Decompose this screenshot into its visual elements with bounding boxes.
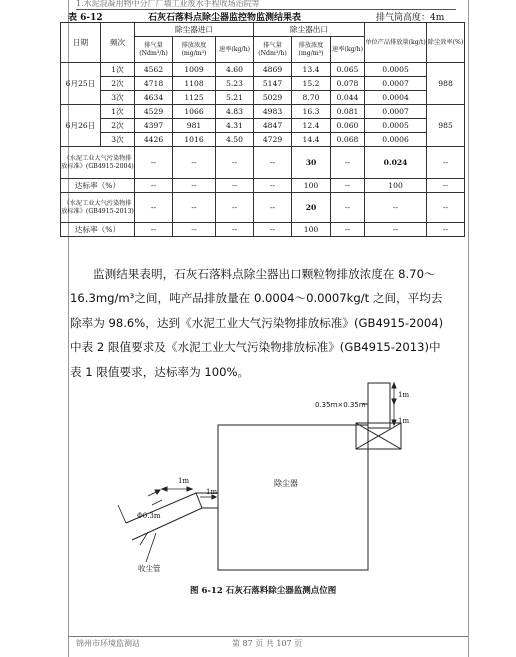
in-conc-cell: 1016 — [173, 133, 216, 147]
freq-cell: 3次 — [101, 91, 135, 105]
in-rate-cell: 4.31 — [216, 119, 254, 133]
dash-cell: -- — [331, 193, 365, 223]
out-rate-cell: 0.068 — [331, 133, 365, 147]
standard-2013-conc: 20 — [292, 193, 331, 223]
out-gas-cell: 4847 — [254, 119, 292, 133]
duct-1m-label-left: 1m — [178, 477, 190, 485]
out-rate-cell: 0.044 — [331, 91, 365, 105]
header-unit-emission: 单位产品排放量(kg/t) — [365, 23, 427, 63]
dash-cell: -- — [216, 223, 254, 237]
duct-diameter-label: Φ0.3m — [137, 512, 161, 520]
in-conc-cell: 1009 — [173, 63, 216, 77]
out-conc-cell: 14.4 — [292, 133, 331, 147]
dash-cell: -- — [135, 147, 173, 179]
dash-cell: -- — [365, 193, 427, 223]
in-conc-cell: 1125 — [173, 91, 216, 105]
efficiency-cell: 985 — [427, 105, 465, 147]
dash-cell: -- — [216, 193, 254, 223]
in-rate-cell: 5.21 — [216, 91, 254, 105]
in-rate-cell: 4.83 — [216, 105, 254, 119]
dash-cell: -- — [427, 193, 465, 223]
dash-cell: -- — [365, 223, 427, 237]
dust-pipe-label: 收尘管 — [138, 564, 161, 573]
footer-rule — [68, 636, 468, 637]
table-caption-height: 排气筒高度：4m — [376, 13, 445, 23]
out-gas-cell: 5029 — [254, 91, 292, 105]
inlet-duct — [118, 493, 218, 540]
dash-cell: -- — [427, 179, 465, 193]
footer-page: 第 87 页 共 107 页 — [232, 639, 303, 648]
standard-2013-label: 《水泥工业大气污染物排放标准》(GB4915-2013) — [61, 193, 135, 223]
in-gas-cell: 4634 — [135, 91, 173, 105]
out-rate-cell: 0.065 — [331, 63, 365, 77]
dash-cell: -- — [427, 223, 465, 237]
dash-cell: -- — [173, 223, 216, 237]
table-caption-number: 表 6-12 — [68, 13, 103, 23]
header-out-conc: 排放浓度(mg/m³) — [292, 37, 331, 63]
dash-cell: -- — [254, 223, 292, 237]
hatched-outlet — [356, 423, 401, 449]
header-inlet: 除尘器进口 — [135, 23, 254, 37]
figure-caption: 图 6-12 石灰石落料除尘器监测点位图 — [190, 586, 337, 596]
dash-cell: -- — [331, 223, 365, 237]
efficiency-cell: 988 — [427, 63, 465, 105]
running-header: 1.水泥混凝用物中分厂厂墙工业废水手程收场治院等 — [76, 0, 456, 10]
freq-cell: 2次 — [101, 77, 135, 91]
dust-collector-box — [218, 425, 368, 570]
dash-cell: -- — [135, 179, 173, 193]
unit-cell: 0.0005 — [365, 63, 427, 77]
standard-2004-unit: 0.024 — [365, 147, 427, 179]
dash-cell: -- — [331, 147, 365, 179]
pipe-leader-line — [146, 533, 156, 562]
dash-cell: -- — [173, 147, 216, 179]
out-conc-cell: 12.4 — [292, 119, 331, 133]
footer-left: 锦州市环境监测站 — [76, 639, 140, 648]
stack-1m-label-upper: 1m — [398, 391, 410, 399]
in-rate-cell: 4.60 — [216, 63, 254, 77]
header-efficiency: 除尘效率(%) — [427, 23, 465, 63]
in-rate-cell: 5.23 — [216, 77, 254, 91]
dust-collector-label: 除尘器 — [274, 479, 298, 488]
dash-cell: -- — [216, 147, 254, 179]
dash-cell: -- — [254, 193, 292, 223]
date-cell: 6月26日 — [61, 105, 101, 147]
out-rate-cell: 0.060 — [331, 119, 365, 133]
in-gas-cell: 4562 — [135, 63, 173, 77]
freq-cell: 1次 — [101, 63, 135, 77]
out-rate-cell: 0.078 — [331, 77, 365, 91]
dash-cell: -- — [216, 179, 254, 193]
date-cell: 6月25日 — [61, 63, 101, 105]
exhaust-stack — [368, 383, 390, 428]
out-conc-cell: 8.70 — [292, 91, 331, 105]
dash-cell: -- — [173, 179, 216, 193]
in-conc-cell: 1108 — [173, 77, 216, 91]
out-conc-cell: 15.2 — [292, 77, 331, 91]
unit-cell: 0.0007 — [365, 105, 427, 119]
standard-2004-label: 《水泥工业大气污染物排放标准》(GB4915-2004) — [61, 147, 135, 179]
out-gas-cell: 5147 — [254, 77, 292, 91]
in-conc-cell: 1066 — [173, 105, 216, 119]
port-dimension-label: 0.35m×0.35m — [315, 401, 366, 409]
freq-cell: 1次 — [101, 105, 135, 119]
out-gas-cell: 4729 — [254, 133, 292, 147]
header-frequency: 频次 — [101, 23, 135, 63]
pass-rate-label: 达标率（%） — [61, 179, 135, 193]
out-gas-cell: 4983 — [254, 105, 292, 119]
duct-1m-label-right: 1m — [206, 488, 218, 496]
pass-rate-unit: 100 — [365, 179, 427, 193]
in-rate-cell: 4.50 — [216, 133, 254, 147]
out-conc-cell: 16.3 — [292, 105, 331, 119]
freq-cell: 2次 — [101, 119, 135, 133]
dash-cell: -- — [135, 223, 173, 237]
out-gas-cell: 4869 — [254, 63, 292, 77]
stack-dimension-arrows — [392, 383, 396, 425]
in-gas-cell: 4718 — [135, 77, 173, 91]
unit-cell: 0.0004 — [365, 91, 427, 105]
dash-cell: -- — [331, 179, 365, 193]
header-outlet: 除尘器出口 — [254, 23, 365, 37]
in-gas-cell: 4397 — [135, 119, 173, 133]
table-caption-title: 石灰石落料点除尘器监控物监测结果表 — [148, 13, 302, 23]
unit-cell: 0.0007 — [365, 77, 427, 91]
in-conc-cell: 981 — [173, 119, 216, 133]
in-gas-cell: 4529 — [135, 105, 173, 119]
standard-2004-conc: 30 — [292, 147, 331, 179]
unit-cell: 0.0005 — [365, 119, 427, 133]
header-date: 日期 — [61, 23, 101, 63]
pass-rate-conc: 100 — [292, 179, 331, 193]
out-rate-cell: 0.081 — [331, 105, 365, 119]
dash-cell: -- — [173, 193, 216, 223]
in-gas-cell: 4426 — [135, 133, 173, 147]
header-in-conc: 排放浓度(mg/m³) — [173, 37, 216, 63]
unit-cell: 0.0006 — [365, 133, 427, 147]
dash-cell: -- — [135, 193, 173, 223]
dash-cell: -- — [254, 147, 292, 179]
header-out-rate: 速率(kg/h) — [331, 37, 365, 63]
dash-cell: -- — [254, 179, 292, 193]
dash-cell: -- — [427, 147, 465, 179]
pass-rate-conc: 100 — [292, 223, 331, 237]
header-in-rate: 速率(kg/h) — [216, 37, 254, 63]
result-paragraph: 监测结果表明，石灰石落料点除尘器出口颗粒物排放浓度在 8.70～16.3mg/m³之间，吨产品排放量在 0.0004～0.0007kg/t 之间，平均去除率为 98.6%，达到《水泥工业大气污染物排放标准》(GB4915-2004)中表 2 限值要求及《水泥工业大气污染物排放标准》(GB4915-2013)中表 1 限值要求，达标率为 100%。 — [70, 267, 444, 379]
header-out-gas: 排气量(Ndm³/h) — [254, 37, 292, 63]
stack-1m-label-lower: 1m — [398, 417, 410, 425]
pass-rate-label: 达标率（%） — [61, 223, 135, 237]
freq-cell: 3次 — [101, 133, 135, 147]
header-in-gas: 排气量(Ndm³/h) — [135, 37, 173, 63]
out-conc-cell: 13.4 — [292, 63, 331, 77]
